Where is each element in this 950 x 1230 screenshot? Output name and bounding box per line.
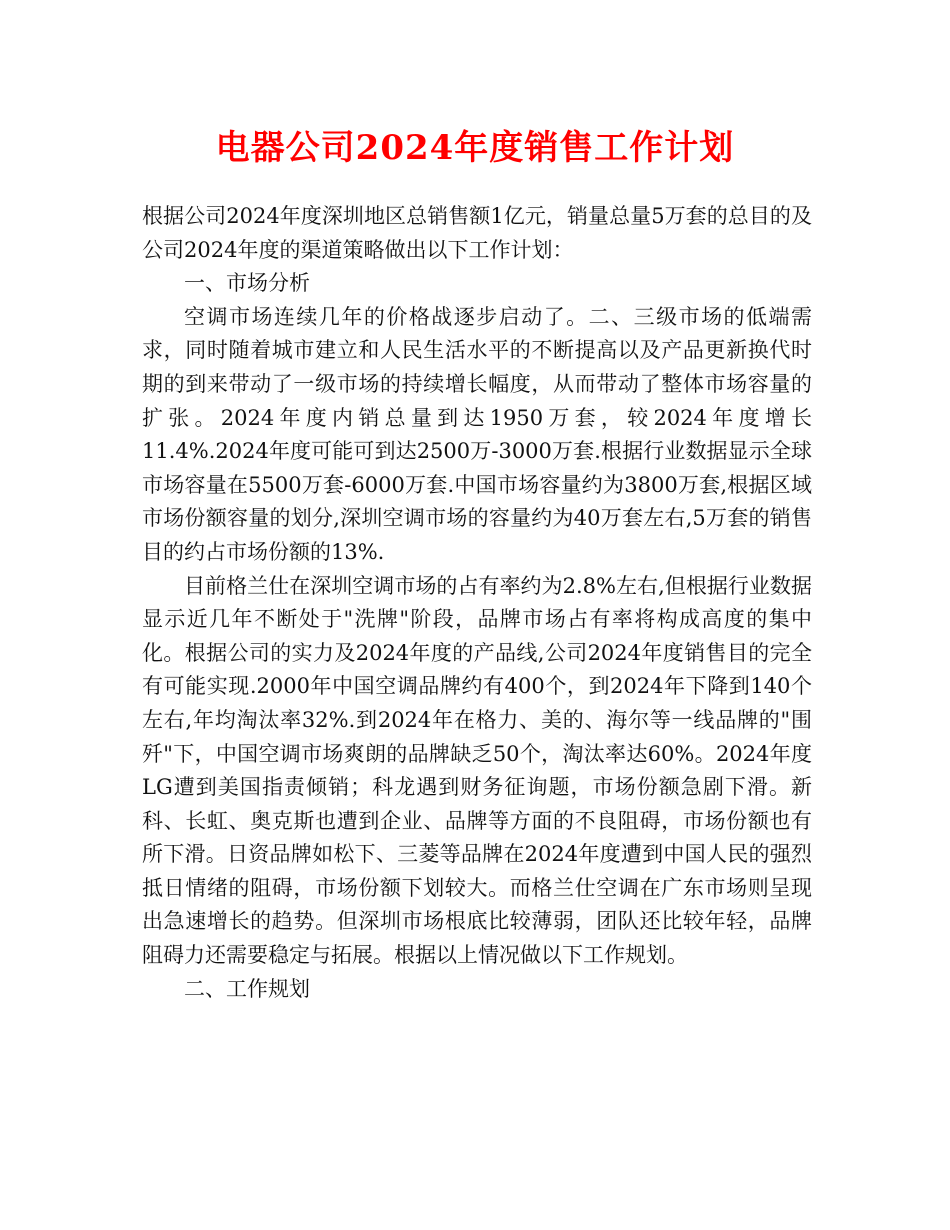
document-title: 电器公司2024年度销售工作计划 (215, 128, 735, 168)
intro-paragraph: 根据公司2024年度深圳地区总销售额1亿元，销量总量5万套的总目的及公司2024年度的渠道策略做出以下工作计划： (142, 204, 812, 262)
section-heading-market-analysis: 一、市场分析 (184, 271, 310, 296)
document-body (142, 200, 812, 1006)
market-analysis-paragraph-2: 目前格兰仕在深圳空调市场的占有率约为2.8%左右,但根据行业数据显示近几年不断处于"洗牌"阶段，品牌市场占有率将构成高度的集中化。根据公司的实力及2024年度的产品线,公司2024年度销售目的完全有可能实现.2000年中国空调品牌约有400个，到2024年下降到140个左右,年均淘汰率32%.到2024年在格力、美的、海尔等一线品牌的"围歼"下，中国空调市场爽朗的品牌缺乏50个，淘汰率达60%。2024年度LG遭到美国指责倾销；科龙遇到财务征询题，市场份额急剧下滑。新科、长虹、奥克斯也遭到企业、品牌等方面的不良阻碍，市场份额也有所下滑。日资品牌如松下、三菱等品牌在2024年度遭到中国人民的强烈抵日情绪的阻碍，市场份额下划较大。而格兰仕空调在广东市场则呈现出急速增长的趋势。但深圳市场根底比较薄弱，团队还比较年轻，品牌阻碍力还需要稳定与拓展。根据以上情况做以下工作规划。 (142, 573, 812, 968)
section-heading-work-plan: 二、工作规划 (184, 976, 310, 1001)
market-analysis-paragraph-1: 空调市场连续几年的价格战逐步启动了。二、三级市场的低端需求，同时随着城市建立和人民生活水平的不断提高以及产品更新换代时期的到来带动了一级市场的持续增长幅度，从而带动了整体市场容量的扩张。2024年度内销总量到达1950万套，较2024年度增长11.4%.2024年度可能可到达2500万-3000万套.根据行业数据显示全球市场容量在5500万套-6000万套.中国市场容量约为3800万套,根据区域市场份额容量的划分,深圳空调市场的容量约为40万套左右,5万套的销售目的约占市场份额的13%. (142, 304, 812, 564)
